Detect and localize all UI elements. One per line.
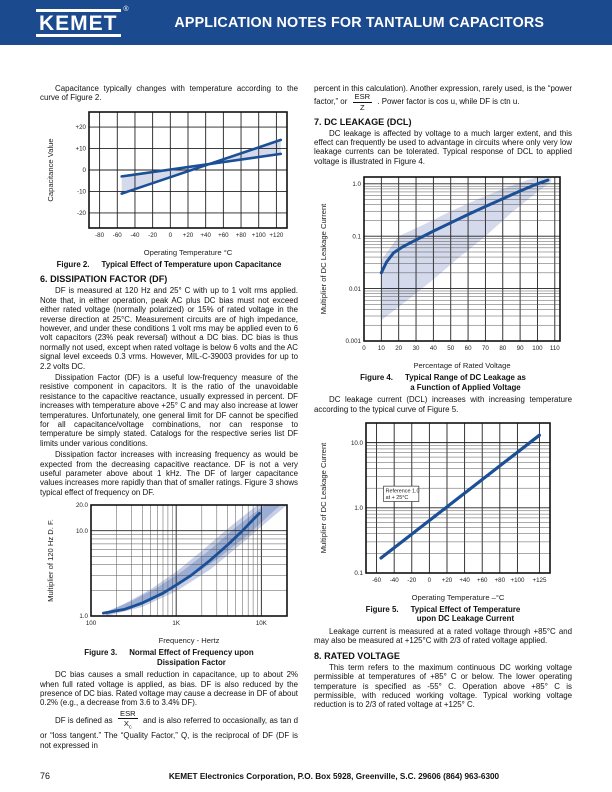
- svg-text:70: 70: [481, 345, 489, 353]
- svg-text:+10: +10: [75, 145, 86, 153]
- footer-address: KEMET Electronics Corporation, P.O. Box 5928, Greenville, S.C. 29606 (864) 963-6300: [168, 772, 500, 781]
- section-6-paragraph-3: Dissipation factor increases with increasing frequency as would be expected from the decreasing capacitive reactance. DF is not a very useful parameter above about 1 kHz. The DF of larger capacitance values increases more rapidly than that of smaller ratings. Figure 3 shows typical effect of frequency on DF.: [40, 450, 298, 497]
- formula-lead-text: DF is defined as: [55, 715, 113, 725]
- df-formula-paragraph: [40, 710, 298, 750]
- svg-text:+60: +60: [476, 577, 488, 584]
- svg-text:-20: -20: [148, 231, 158, 239]
- svg-text:0: 0: [168, 231, 173, 239]
- denominator-subscript: c: [128, 724, 132, 731]
- svg-text:Multiplier of 120 Hz D. F.: Multiplier of 120 Hz D. F.: [46, 519, 55, 603]
- svg-text:100: 100: [532, 345, 543, 353]
- svg-text:1K: 1K: [172, 620, 180, 628]
- kemet-logo-text: KEMET: [39, 11, 118, 35]
- svg-text:50: 50: [447, 345, 455, 353]
- figure-2-caption-text: [101, 260, 281, 269]
- section-8-heading: 8. RATED VOLTAGE: [314, 650, 400, 661]
- svg-text:1.0: 1.0: [354, 505, 363, 513]
- svg-text:10K: 10K: [255, 620, 267, 628]
- section-8-paragraph-1: This term refers to the maximum continuous DC working voltage permissible at temperatures of +85° C or below. The lower operating temperature is specified as -55° C. Operation above +85° C is permissible, with reduced working voltage. Typical working voltage reduction is to 2/3 of rated voltage at +125° C.: [314, 662, 572, 710]
- left-column: [40, 84, 298, 752]
- svg-text:+80: +80: [235, 231, 247, 239]
- figure-4: [314, 169, 572, 392]
- power-factor-trail-text: . Power factor is cos u, while DF is ctn u.: [377, 97, 520, 107]
- figure-3: [40, 500, 298, 667]
- svg-text:110: 110: [549, 345, 560, 353]
- svg-text:-40: -40: [389, 577, 399, 584]
- formula-trail-text: and is also referred to occasionally, as tan d or “loss tangent.” The “Quality Factor,” Q, is the reciprocal of DF (DF is not expressed in: [40, 715, 298, 750]
- figure-5-chart: [314, 417, 572, 603]
- fraction-numerator: ESR: [120, 708, 136, 718]
- svg-text:0.01: 0.01: [348, 286, 361, 294]
- svg-text:10: 10: [377, 345, 385, 353]
- svg-text:80: 80: [499, 345, 507, 353]
- content-columns: [40, 84, 572, 752]
- denominator-base: X: [123, 719, 129, 729]
- svg-text:Reference 1.0: Reference 1.0: [385, 488, 420, 495]
- figure-5: [314, 417, 572, 624]
- svg-text:40: 40: [429, 345, 437, 353]
- svg-text:+40: +40: [459, 577, 470, 584]
- svg-text:1.0: 1.0: [352, 181, 361, 189]
- section-7-paragraph-1: DC leakage is affected by voltage to a much larger extent, and this effect can frequently be used to advantage in circuits where only very low leakage currents can be tolerated. Typical response of DCL to applied voltage is illustrated in Figure 4.: [314, 128, 572, 166]
- svg-text:-20: -20: [407, 577, 417, 584]
- svg-text:-40: -40: [130, 231, 140, 239]
- svg-text:+20: +20: [182, 231, 194, 239]
- figure-3-caption-line: Dissipation Factor: [157, 657, 226, 667]
- page-footer: [40, 771, 572, 781]
- fraction-denominator: [118, 719, 138, 731]
- figure-5-caption-text: [411, 605, 521, 624]
- svg-text:-20: -20: [77, 209, 86, 217]
- svg-text:+60: +60: [218, 231, 229, 239]
- figure-2-chart: [40, 106, 298, 258]
- figure-4-caption-line: Typical Range of DC Leakage as: [405, 373, 526, 383]
- section-6-paragraph-1: DF is measured at 120 Hz and 25° C with up to 1 volt rms applied. Note that, in either operation, peak AC plus DC bias must not exceed either rated voltage (normally polarized) or 15% of rated voltage in the reverse direction at 25°C. Measurement circuits are of high impedance, however, and under these conditions 1 volt rms may be applied even to 6 volt capacitors (23% peak reversal) without a DC bias. DC bias is thus normally not used, except when rated voltage is below 6 volts and the AC signal level exceeds 0.3 vrms. However, MIL-C-39003 provides for up to 2.2 volts DC.: [40, 286, 298, 371]
- svg-text:20: 20: [395, 345, 403, 353]
- intro-paragraph: Capacitance typically changes with temperature according to the curve of Figure 2.: [40, 84, 298, 103]
- figure-4-caption: [314, 373, 572, 392]
- svg-text:0: 0: [362, 345, 366, 353]
- svg-text:+125: +125: [532, 577, 547, 584]
- fraction-denominator: Z: [360, 103, 365, 112]
- svg-text:100: 100: [85, 620, 97, 628]
- figure-2-caption-line: Typical Effect of Temperature upon Capacitance: [101, 259, 282, 269]
- svg-text:Frequency - Hertz: Frequency - Hertz: [158, 636, 220, 646]
- registered-trademark-icon: ®: [123, 5, 129, 13]
- fig3-svg: [45, 500, 293, 646]
- figure-5-caption: [314, 605, 572, 624]
- svg-text:0.001: 0.001: [345, 338, 361, 346]
- svg-text:Percentage of Rated Voltage: Percentage of Rated Voltage: [413, 361, 511, 371]
- esr-over-xc-fraction: [118, 710, 138, 732]
- svg-text:-10: -10: [77, 188, 86, 196]
- svg-text:0.1: 0.1: [352, 233, 361, 241]
- svg-text:10.0: 10.0: [75, 528, 88, 536]
- kemet-logo: [36, 5, 129, 37]
- svg-text:+40: +40: [200, 231, 211, 239]
- dcl-temperature-paragraph: DC leakage current (DCL) increases with increasing temperature according to the typical curve of Figure 5.: [314, 395, 572, 414]
- svg-text:0: 0: [82, 167, 86, 175]
- continued-paragraph: [314, 84, 572, 112]
- figure-5-caption-line: Typical Effect of Temperature: [410, 605, 521, 614]
- svg-text:+120: +120: [269, 231, 284, 239]
- svg-text:60: 60: [464, 345, 472, 353]
- svg-text:-80: -80: [95, 231, 105, 239]
- power-factor-lead-text: percent in this calculation). Another expression, rarely used, is the “power factor,” or: [314, 84, 572, 107]
- svg-text:30: 30: [412, 345, 420, 353]
- figure-3-caption: [40, 648, 298, 667]
- figure-4-chart: [314, 169, 572, 371]
- svg-text:+20: +20: [75, 124, 86, 132]
- fraction-numerator: ESR: [354, 92, 371, 102]
- svg-text:0: 0: [427, 577, 432, 584]
- svg-text:1.0: 1.0: [79, 613, 88, 621]
- figure-2: [40, 106, 298, 269]
- leakage-measurement-paragraph: Leakage current is measured at a rated voltage through +85°C and may also be measured at +125°C with 2/3 of rated voltage applied.: [314, 626, 572, 646]
- svg-text:-60: -60: [372, 577, 382, 584]
- figure-2-label: Figure 2.: [56, 259, 90, 269]
- svg-text:Operating Temperature –°C: Operating Temperature –°C: [411, 593, 505, 602]
- dc-bias-paragraph: DC bias causes a small reduction in capacitance, up to about 2% when full rated voltage is applied, as bias. DF is also reduced by the presence of DC bias. Rated voltage may cause a decrease in DF of about 0.2% (e.g., a decrease from 3.6 to 3.4% DF).: [40, 670, 298, 708]
- svg-text:+100: +100: [251, 231, 266, 239]
- figure-4-caption-text: [405, 373, 526, 392]
- section-6-heading: 6. DISSIPATION FACTOR (DF): [40, 274, 168, 285]
- figure-5-caption-line: upon DC Leakage Current: [416, 614, 515, 624]
- svg-text:at + 25°C: at + 25°C: [385, 495, 409, 502]
- esr-over-z-fraction: [353, 93, 373, 111]
- fig4-svg: [318, 169, 568, 371]
- section-6-paragraph-2: Dissipation Factor (DF) is a useful low-frequency measure of the resistive component in capacitors. It is the ratio of the unavoidable resistance to the capacitive reactance, usually expressed in percent. DF increases with temperature above +25° C and may also increase at lower temperatures. Unfortunately, one general limit for DF cannot be specified for all capacitance/voltage combinations, nor can response to temperature be simply stated. Catalogs for the respective series list DF limits under various conditions.: [40, 372, 298, 448]
- svg-text:Capacitance Value: Capacitance Value: [46, 138, 55, 202]
- right-column: [314, 84, 572, 752]
- figure-2-caption: [40, 260, 298, 269]
- page-number: 76: [40, 771, 51, 781]
- header-bar: [0, 0, 612, 45]
- svg-text:+80: +80: [494, 577, 506, 584]
- svg-text:Operating Temperature °C: Operating Temperature °C: [143, 247, 233, 257]
- svg-text:Multiplier of DC Leakage Curre: Multiplier of DC Leakage Current: [319, 203, 328, 315]
- page-title: APPLICATION NOTES FOR TANTALUM CAPACITORS: [174, 14, 545, 31]
- figure-4-label: Figure 4.: [360, 373, 393, 383]
- svg-text:10.0: 10.0: [350, 439, 363, 447]
- svg-text:90: 90: [516, 345, 524, 353]
- figure-5-label: Figure 5.: [365, 605, 399, 614]
- figure-3-chart: [40, 500, 298, 646]
- svg-text:20.0: 20.0: [75, 502, 88, 510]
- svg-text:+20: +20: [441, 577, 453, 584]
- fig5-svg: [318, 417, 568, 603]
- svg-text:0.1: 0.1: [354, 570, 363, 578]
- figure-4-caption-line: a Function of Applied Voltage: [410, 382, 521, 392]
- fig2-svg: [45, 106, 293, 258]
- figure-3-caption-text: [129, 648, 254, 667]
- section-7-heading: 7. DC LEAKAGE (DCL): [314, 116, 412, 127]
- svg-text:-60: -60: [112, 231, 122, 239]
- svg-text:+100: +100: [510, 577, 525, 584]
- figure-3-caption-line: Normal Effect of Frequency upon: [129, 648, 254, 658]
- svg-text:Multiplier of DC Leakage Curre: Multiplier of DC Leakage Current: [319, 442, 328, 554]
- figure-3-label: Figure 3.: [84, 648, 118, 658]
